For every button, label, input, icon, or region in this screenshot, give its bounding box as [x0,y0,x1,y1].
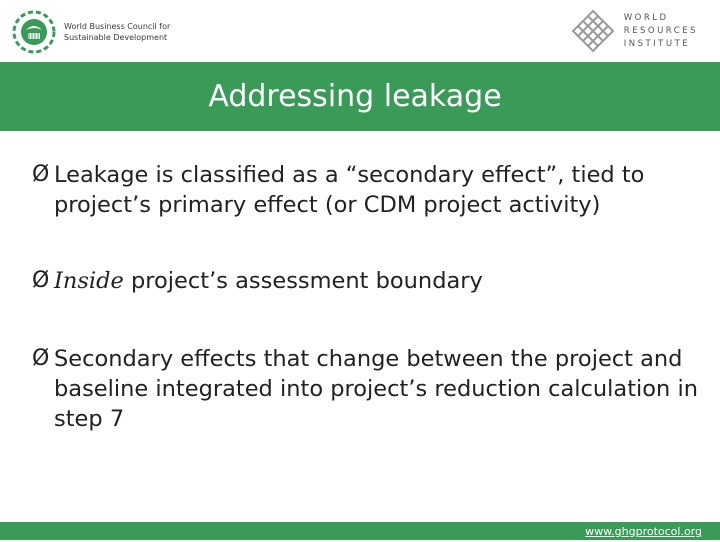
wbcsd-name-line2: Sustainable Development [64,33,168,42]
slide-title: Addressing leakage [208,79,502,114]
ghgprotocol-link[interactable]: www.ghgprotocol.org [585,525,702,538]
wri-name-line1: WORLD [623,12,669,23]
wbcsd-name [64,21,170,43]
title-bar [0,62,720,131]
wbcsd-logo [12,8,172,56]
wri-logo [570,6,698,56]
bullet-text: project’s assessment boundary [123,268,483,294]
bullet-item [32,344,702,434]
wri-name-line3: INSTITUTE [623,38,691,49]
wri-name [624,12,698,51]
bullet-emphasis: Inside [54,268,124,294]
wri-name-line2: RESOURCES [623,25,698,36]
wbcsd-name-line1: World Business Council for [64,22,171,31]
bullet-text: Secondary effects that change between the project and baseline integrated into project’s reduction calculation in step 7 [54,346,698,432]
arrow-bullet-icon: Ø [32,268,50,293]
bullet-list [32,160,702,434]
bullet-text: Leakage is classified as a “secondary effect”, tied to project’s primary effect (or CDM project activity) [54,162,645,218]
wbcsd-globe-icon [12,10,56,54]
bullet-item [32,160,702,220]
footer-bar [0,522,720,540]
bullet-item [32,266,702,296]
arrow-bullet-icon: Ø [32,346,50,371]
arrow-bullet-icon: Ø [32,162,50,187]
wri-knot-icon [570,8,616,54]
header [0,0,720,62]
